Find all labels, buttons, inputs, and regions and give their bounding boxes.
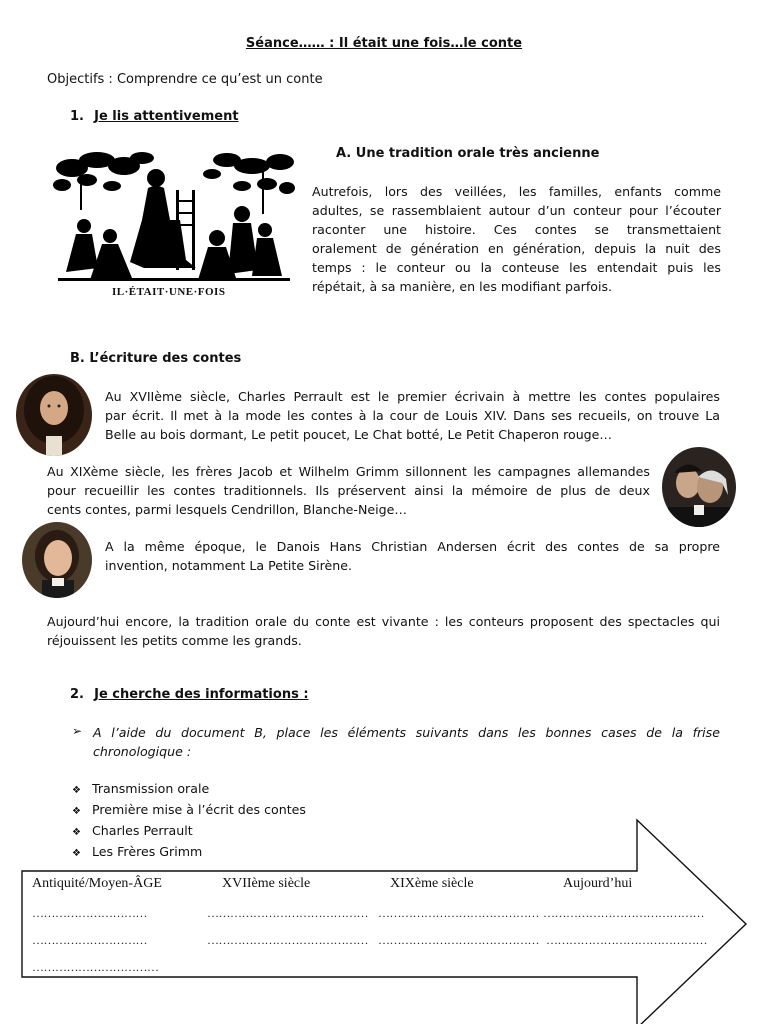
text-line: chronologique : xyxy=(93,744,192,759)
list-item-label: Première mise à l’écrit des contes xyxy=(92,802,306,817)
arrow-bullet-icon: ➢ xyxy=(72,724,83,738)
period-19th: XIXème siècle xyxy=(390,876,474,891)
objectives: Objectifs : Comprendre ce qu’est un conte xyxy=(47,72,323,87)
page-title: Séance…… : Il était une fois…le conte xyxy=(245,36,523,51)
text-line: Aujourd’hui encore, la tradition orale du conte est vivante : les conteurs proposent des spectacles qui xyxy=(47,614,720,629)
blank-field[interactable]: ………………………… xyxy=(32,906,147,920)
andersen-portrait xyxy=(22,522,92,598)
instruction-text xyxy=(93,723,720,761)
text-line: par écrit. Il met à la mode les contes à la cour de Louis XIV. Dans ses recueils, on trouve La xyxy=(105,408,720,423)
section-2-label: Je cherche des informations : xyxy=(94,687,309,702)
text-line: raconter une histoire. Ces contes se transmettaient xyxy=(312,222,721,237)
blank-field[interactable]: …………………………………… xyxy=(207,933,368,947)
diamond-bullet-icon: ❖ xyxy=(72,827,81,838)
text-line: invention, notamment La Petite Sirène. xyxy=(105,558,352,573)
text-line: Au XIXème siècle, les frères Jacob et Wilhelm Grimm sillonnent les campagnes allemandes xyxy=(47,464,650,479)
today-text xyxy=(47,612,720,650)
text-line: Belle au bois dormant, Le petit poucet, Le Chat botté, Le Petit Chaperon rouge… xyxy=(105,427,613,442)
grimm-portrait xyxy=(662,447,736,527)
text-line: adultes, se rassemblaient autour d’un conteur pour l’écouter xyxy=(312,203,721,218)
storyteller-illustration xyxy=(52,150,297,308)
text-line: A l’aide du document B, place les éléments suivants dans les bonnes cases de la frise xyxy=(93,725,720,740)
perrault-text xyxy=(105,387,720,444)
illustration-caption: IL·ÉTAIT·UNE·FOIS xyxy=(112,286,226,298)
part-b-heading: B. L’écriture des contes xyxy=(70,351,242,366)
blank-field[interactable]: ………………………… xyxy=(32,933,147,947)
diamond-bullet-icon: ❖ xyxy=(72,848,81,859)
list-item xyxy=(72,779,306,800)
part-a-text xyxy=(312,182,721,296)
list-item-label: Charles Perrault xyxy=(92,823,193,838)
section-2-heading xyxy=(70,687,309,702)
text-line: temps : le conteur ou la conteuse les entendait puis les xyxy=(312,260,721,275)
perrault-portrait xyxy=(16,374,92,456)
text-line: réjouissent les petits comme les grands. xyxy=(47,633,302,648)
text-line: pour recueillir les contes traditionnels. Ils préservent ainsi la mémoire de plus de deux xyxy=(47,483,650,498)
section-1-heading xyxy=(70,109,239,124)
section-1-label: Je lis attentivement xyxy=(94,109,239,124)
period-today: Aujourd’hui xyxy=(563,876,633,891)
blank-field[interactable]: …………………………………… xyxy=(207,906,368,920)
period-antiquity: Antiquité/Moyen-ÂGE xyxy=(32,876,162,891)
diamond-bullet-icon: ❖ xyxy=(72,806,81,817)
blank-field[interactable]: …………………………………… xyxy=(378,906,539,920)
text-line: Autrefois, lors des veillées, les familles, enfants comme xyxy=(312,184,721,199)
text-line: répétait, à sa manière, en les modifiant parfois. xyxy=(312,279,613,294)
part-a-heading: A. Une tradition orale très ancienne xyxy=(336,146,600,161)
blank-field[interactable]: …………………………………… xyxy=(546,933,707,947)
blank-field[interactable]: …………………………………… xyxy=(378,933,539,947)
list-item-label: Transmission orale xyxy=(92,781,210,796)
text-line: Au XVIIème siècle, Charles Perrault est le premier écrivain à mettre les contes populaires xyxy=(105,389,720,404)
diamond-bullet-icon: ❖ xyxy=(72,785,81,796)
text-line: oralement de génération en génération, depuis la nuit des xyxy=(312,241,721,256)
period-17th: XVIIème siècle xyxy=(222,876,311,891)
blank-field[interactable]: …………………………………… xyxy=(543,906,704,920)
section-1-number: 1. xyxy=(70,109,84,124)
grimm-text xyxy=(47,462,650,519)
blank-field[interactable]: …………………………… xyxy=(32,960,159,974)
text-line: cents contes, parmi lesquels Cendrillon, Blanche-Neige… xyxy=(47,502,407,517)
text-line: A la même époque, le Danois Hans Christian Andersen écrit des contes de sa propre xyxy=(105,539,720,554)
section-2-number: 2. xyxy=(70,687,84,702)
andersen-text xyxy=(105,537,720,575)
list-item-label: Les Frères Grimm xyxy=(92,844,203,859)
